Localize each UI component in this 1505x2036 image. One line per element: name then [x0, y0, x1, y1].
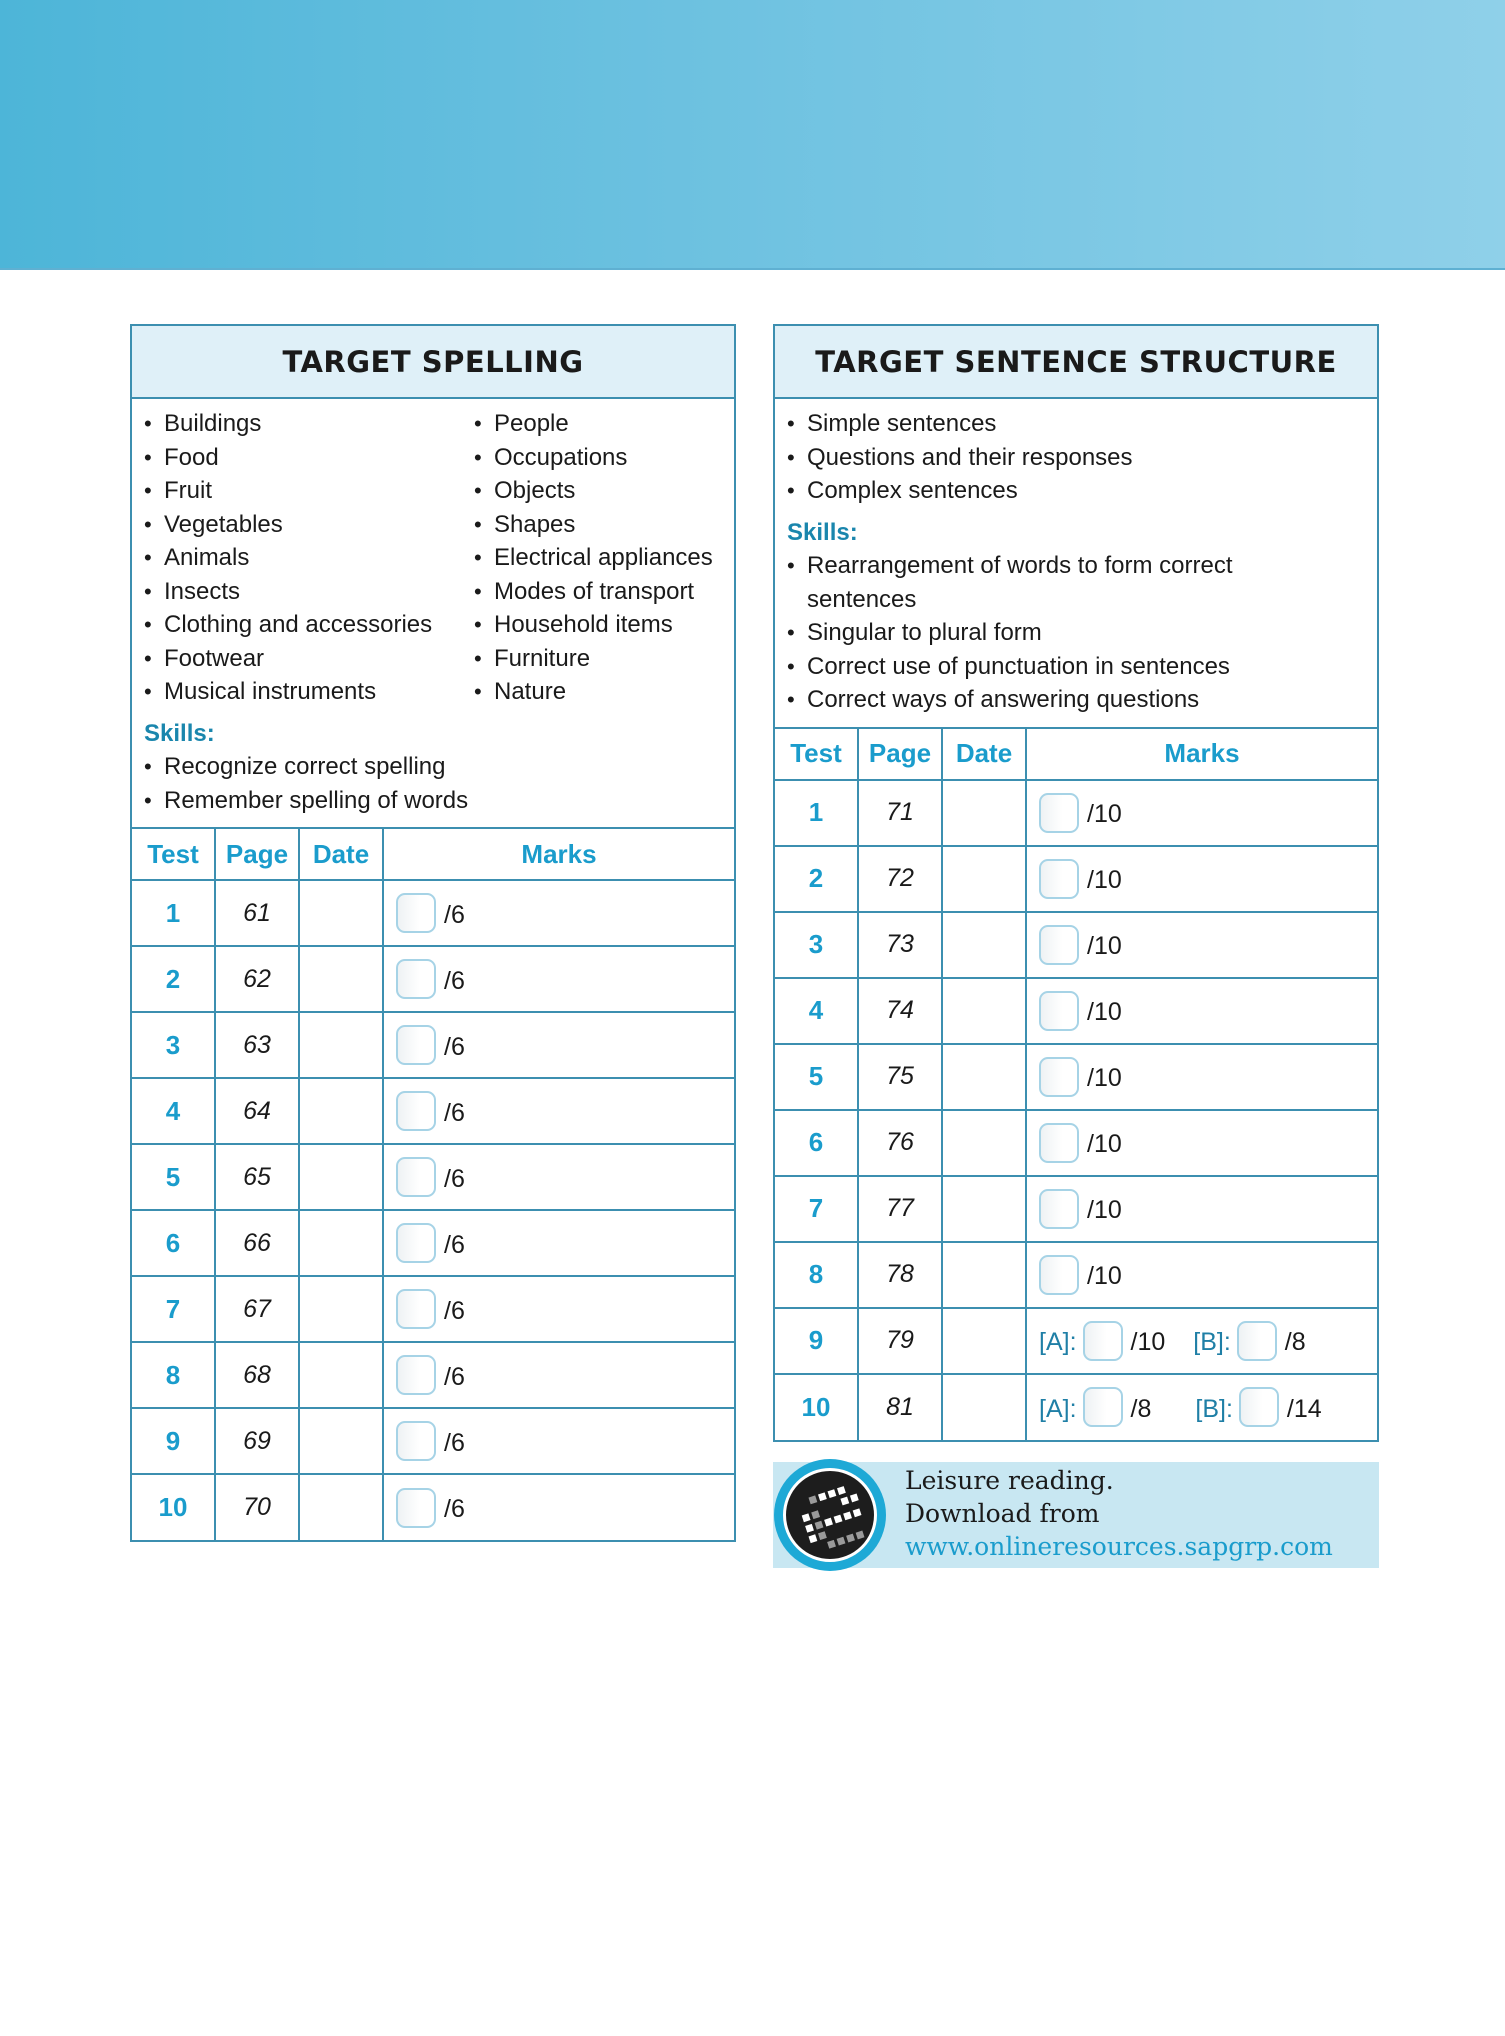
mark-total: /6 — [444, 966, 465, 995]
table-row — [132, 1012, 734, 1078]
table-row — [775, 978, 1377, 1044]
mark-total: /10 — [1087, 800, 1122, 828]
spelling-skills-list — [144, 750, 722, 817]
topic-item: • Vegetables — [144, 508, 474, 542]
part-a-total: /8 — [1130, 1394, 1152, 1423]
test-number: 10 — [775, 1374, 858, 1440]
test-number: 7 — [132, 1276, 215, 1342]
banner-line-2: Download from — [905, 1499, 1100, 1528]
test-number: 1 — [775, 780, 858, 846]
download-link[interactable]: www.onlineresources.sapgrp.com — [905, 1532, 1333, 1561]
test-number: 8 — [132, 1342, 215, 1408]
mark-total: /10 — [1087, 1064, 1122, 1092]
table-row — [132, 1342, 734, 1408]
mark-total: /6 — [444, 1230, 465, 1259]
part-a-mark-input-box[interactable] — [1083, 1321, 1123, 1361]
test-number: 4 — [132, 1078, 215, 1144]
page-number: 81 — [858, 1374, 942, 1440]
table-row — [775, 1176, 1377, 1242]
part-a-label: [A]: — [1039, 1328, 1077, 1356]
table-row — [775, 846, 1377, 912]
skill-item: • Correct ways of answering questions — [787, 683, 1365, 717]
col-header-test: Test — [775, 728, 858, 780]
mark-input-box[interactable] — [396, 1091, 436, 1131]
banner-line-1: Leisure reading. — [905, 1466, 1114, 1495]
table-row — [775, 1110, 1377, 1176]
date-cell[interactable] — [299, 1408, 383, 1474]
page-number: 79 — [858, 1308, 942, 1374]
part-b-total: /8 — [1284, 1328, 1306, 1356]
mark-input-box[interactable] — [396, 893, 436, 933]
topic-item: • Simple sentences — [787, 407, 1365, 441]
topic-item: • Occupations — [474, 441, 713, 475]
topic-item: • Objects — [474, 474, 713, 508]
table-row — [775, 780, 1377, 846]
date-cell[interactable] — [299, 1474, 383, 1540]
table-row — [132, 1276, 734, 1342]
part-b-total: /14 — [1286, 1394, 1322, 1423]
mark-input-box[interactable] — [396, 959, 436, 999]
mark-input-box[interactable] — [1039, 1255, 1079, 1295]
col-header-marks: Marks — [383, 828, 734, 880]
page-number: 72 — [858, 846, 942, 912]
part-b-mark-input-box[interactable] — [1237, 1321, 1277, 1361]
part-b-label: [B]: — [1193, 1328, 1231, 1356]
part-a-total: /10 — [1130, 1328, 1166, 1356]
page-number: 70 — [215, 1474, 299, 1540]
mark-input-box[interactable] — [396, 1488, 436, 1528]
part-a-mark-input-box[interactable] — [1083, 1387, 1123, 1427]
col-header-date: Date — [942, 728, 1026, 780]
banner-text — [905, 1464, 1333, 1563]
test-number: 7 — [775, 1176, 858, 1242]
mark-total: /6 — [444, 1362, 465, 1391]
date-cell[interactable] — [299, 1012, 383, 1078]
test-number: 5 — [775, 1044, 858, 1110]
test-number: 1 — [132, 880, 215, 946]
mark-total: /10 — [1087, 1262, 1122, 1290]
mark-total: /10 — [1087, 998, 1122, 1026]
col-header-marks: Marks — [1026, 728, 1377, 780]
test-number: 5 — [132, 1144, 215, 1210]
table-row — [132, 1408, 734, 1474]
page-number: 75 — [858, 1044, 942, 1110]
date-cell[interactable] — [299, 1078, 383, 1144]
page-number: 66 — [215, 1210, 299, 1276]
mark-input-box[interactable] — [1039, 1057, 1079, 1097]
part-a-label: [A]: — [1039, 1394, 1077, 1423]
mark-input-box[interactable] — [396, 1289, 436, 1329]
page-number: 64 — [215, 1078, 299, 1144]
mark-total: /10 — [1087, 1196, 1122, 1224]
spelling-topics — [132, 399, 734, 827]
date-cell[interactable] — [942, 1044, 1026, 1110]
page-number: 63 — [215, 1012, 299, 1078]
col-header-page: Page — [215, 828, 299, 880]
topic-item: • Footwear — [144, 642, 474, 676]
mark-input-box[interactable] — [396, 1421, 436, 1461]
mark-input-box[interactable] — [396, 1355, 436, 1395]
topic-item: • Shapes — [474, 508, 713, 542]
test-number: 4 — [775, 978, 858, 1044]
topic-item: • Buildings — [144, 407, 474, 441]
skill-item: • Singular to plural form — [787, 616, 1365, 650]
test-number: 10 — [132, 1474, 215, 1540]
topic-item: • Food — [144, 441, 474, 475]
page-number: 77 — [858, 1176, 942, 1242]
page-number: 69 — [215, 1408, 299, 1474]
topic-item: • Insects — [144, 575, 474, 609]
sentence-topic-list — [787, 407, 1365, 508]
col-header-date: Date — [299, 828, 383, 880]
date-cell[interactable] — [299, 1210, 383, 1276]
page-number: 73 — [858, 912, 942, 978]
spelling-skills-title: Skills: — [144, 719, 215, 747]
sentence-skills-list — [787, 549, 1365, 717]
skill-item: • Rearrangement of words to form correct sentences — [787, 549, 1365, 616]
table-row — [132, 1078, 734, 1144]
date-cell[interactable] — [299, 1342, 383, 1408]
mark-total: /6 — [444, 1495, 465, 1523]
table-row — [132, 1474, 734, 1540]
sentence-topics — [775, 399, 1377, 727]
page-number: 71 — [858, 780, 942, 846]
mark-input-box[interactable] — [396, 1025, 436, 1065]
mark-input-box[interactable] — [1039, 925, 1079, 965]
table-header-row — [775, 728, 1377, 780]
topic-item: • Musical instruments — [144, 675, 474, 709]
date-cell[interactable] — [942, 1176, 1026, 1242]
date-cell[interactable] — [942, 780, 1026, 846]
topic-item: • Nature — [474, 675, 713, 709]
table-row — [775, 1044, 1377, 1110]
topic-item: • Household items — [474, 608, 713, 642]
skill-item: • Remember spelling of words — [144, 784, 722, 818]
date-cell[interactable] — [942, 978, 1026, 1044]
topic-item: • Fruit — [144, 474, 474, 508]
table-row — [132, 946, 734, 1012]
test-number: 9 — [132, 1408, 215, 1474]
spelling-title: TARGET SPELLING — [132, 326, 734, 399]
topic-item: • Furniture — [474, 642, 713, 676]
part-b-label: [B]: — [1195, 1394, 1233, 1423]
page-number: 74 — [858, 978, 942, 1044]
page-number: 76 — [858, 1110, 942, 1176]
table-row — [775, 1308, 1377, 1374]
skill-item: • Recognize correct spelling — [144, 750, 722, 784]
mark-total: /6 — [444, 1032, 465, 1061]
mark-input-box[interactable] — [1039, 859, 1079, 899]
date-cell[interactable] — [299, 1144, 383, 1210]
table-row — [775, 1242, 1377, 1308]
test-number: 3 — [775, 912, 858, 978]
date-cell[interactable] — [942, 1110, 1026, 1176]
e-book-logo-icon — [774, 1459, 886, 1571]
date-cell[interactable] — [942, 1242, 1026, 1308]
mark-total: /10 — [1087, 1130, 1122, 1158]
mark-total: /10 — [1087, 932, 1122, 960]
topic-item: • Electrical appliances — [474, 541, 713, 575]
mark-total: /10 — [1087, 866, 1122, 894]
topic-item: • Modes of transport — [474, 575, 713, 609]
topic-item: • Complex sentences — [787, 474, 1365, 508]
target-spelling-panel — [130, 324, 736, 1542]
table-row — [775, 1374, 1377, 1440]
sentence-skills-title: Skills: — [787, 518, 858, 546]
mark-input-box[interactable] — [396, 1157, 436, 1197]
mark-input-box[interactable] — [396, 1223, 436, 1263]
topic-item: • Clothing and accessories — [144, 608, 474, 642]
part-b-mark-input-box[interactable] — [1239, 1387, 1279, 1427]
date-cell[interactable] — [942, 846, 1026, 912]
test-number: 2 — [132, 946, 215, 1012]
sentence-score-table — [775, 727, 1377, 1440]
mark-input-box[interactable] — [1039, 991, 1079, 1031]
date-cell[interactable] — [299, 946, 383, 1012]
topic-item: • Animals — [144, 541, 474, 575]
date-cell[interactable] — [942, 1374, 1026, 1440]
mark-total: /6 — [444, 900, 465, 929]
table-row — [132, 1210, 734, 1276]
mark-total: /6 — [444, 1428, 465, 1457]
test-number: 8 — [775, 1242, 858, 1308]
test-number: 6 — [132, 1210, 215, 1276]
page-number: 62 — [215, 946, 299, 1012]
page-number: 65 — [215, 1144, 299, 1210]
table-row — [132, 880, 734, 946]
test-number: 6 — [775, 1110, 858, 1176]
date-cell[interactable] — [942, 912, 1026, 978]
mark-input-box[interactable] — [1039, 1123, 1079, 1163]
col-header-test: Test — [132, 828, 215, 880]
mark-input-box[interactable] — [1039, 793, 1079, 833]
page-number: 61 — [215, 880, 299, 946]
top-color-band — [0, 0, 1505, 270]
table-header-row — [132, 828, 734, 880]
mark-input-box[interactable] — [1039, 1189, 1079, 1229]
col-header-page: Page — [858, 728, 942, 780]
spelling-score-table — [132, 827, 734, 1540]
target-sentence-structure-panel — [773, 324, 1379, 1442]
mark-total: /6 — [444, 1098, 465, 1127]
test-number: 2 — [775, 846, 858, 912]
skill-item: • Correct use of punctuation in sentences — [787, 650, 1365, 684]
spelling-topic-list-1 — [144, 407, 474, 709]
date-cell[interactable] — [942, 1308, 1026, 1374]
date-cell[interactable] — [299, 1276, 383, 1342]
page-number: 68 — [215, 1342, 299, 1408]
table-row — [775, 912, 1377, 978]
topic-item: • Questions and their responses — [787, 441, 1365, 475]
sentence-title: TARGET SENTENCE STRUCTURE — [775, 326, 1377, 399]
mark-total: /6 — [444, 1164, 465, 1193]
topic-item: • People — [474, 407, 713, 441]
table-row — [132, 1144, 734, 1210]
page-number: 78 — [858, 1242, 942, 1308]
spelling-topic-list-2 — [474, 407, 713, 709]
page-number: 67 — [215, 1276, 299, 1342]
mark-total: /6 — [444, 1296, 465, 1325]
test-number: 9 — [775, 1308, 858, 1374]
date-cell[interactable] — [299, 880, 383, 946]
test-number: 3 — [132, 1012, 215, 1078]
